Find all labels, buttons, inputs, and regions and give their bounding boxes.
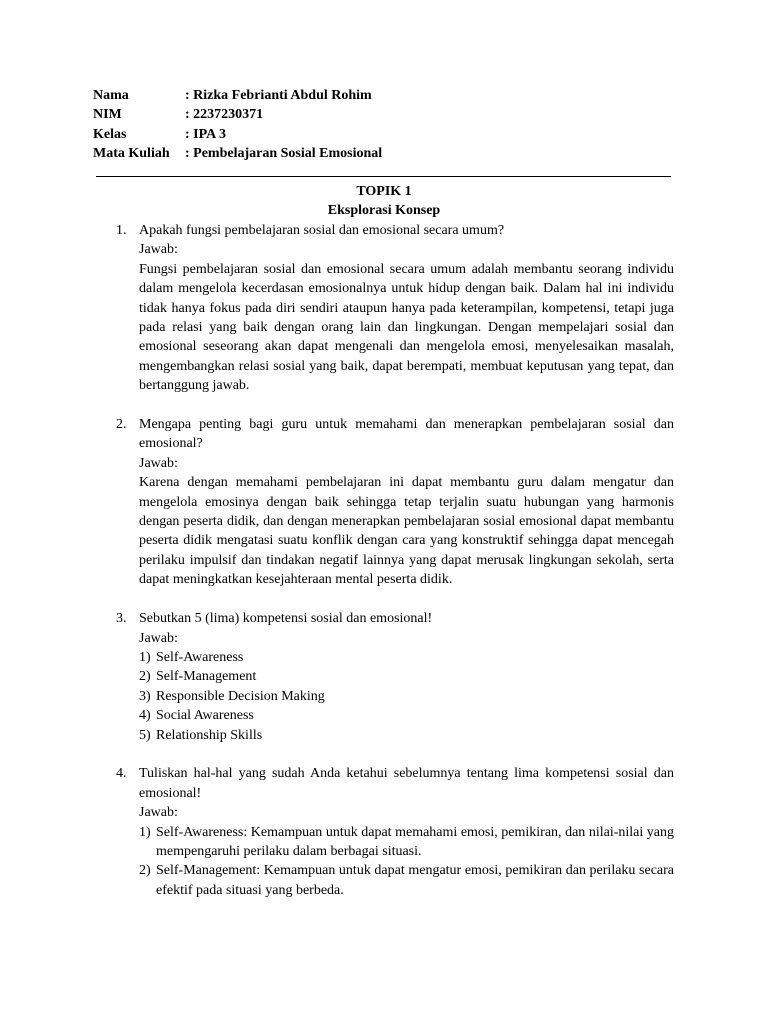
list-item-text: Responsible Decision Making bbox=[156, 688, 325, 704]
question-number: 2. bbox=[116, 417, 127, 433]
title-block bbox=[0, 182, 768, 221]
question-item bbox=[116, 415, 674, 590]
list-item-number: 1) bbox=[139, 649, 151, 665]
answer-text: Karena dengan memahami pembelajaran ini dapat membantu guru dalam mengatur dan mengelola emosinya dengan baik sehingga tetap terjalin suatu hubungan yang harmonis dengan peserta didik, dan dengan menerapkan pembelajaran sosial emosional dapat membantu peserta didik mengatasi suatu konflik dengan cara yang konstruktif sehingga dapat mencegah perilaku impulsif dan tindakan negatif lainnya yang dapat merusak lingkungan sekolah, serta dapat meningkatkan kesejahteraan mental peserta didik. bbox=[139, 475, 674, 588]
question-number: 1. bbox=[116, 223, 127, 238]
info-value: : Rizka Febrianti Abdul Rohim bbox=[185, 88, 372, 103]
question-number: 3. bbox=[116, 611, 127, 627]
answer-label: Jawab: bbox=[139, 242, 178, 258]
question-item bbox=[116, 609, 674, 745]
question-text: Tuliskan hal-hal yang sudah Anda ketahui sebelumnya tentang lima kompetensi sosial dan emosional! bbox=[139, 766, 674, 801]
list-item-number: 3) bbox=[139, 688, 151, 704]
list-item-text: Self-Awareness bbox=[156, 649, 244, 665]
student-info bbox=[93, 86, 382, 164]
list-item bbox=[139, 687, 674, 706]
info-label: Nama bbox=[93, 88, 129, 103]
info-value: : Pembelajaran Sosial Emosional bbox=[185, 146, 383, 162]
list-item bbox=[139, 861, 674, 900]
questions-list bbox=[116, 221, 674, 900]
info-row-kelas bbox=[93, 125, 382, 144]
topic-subtitle: Eksplorasi Konsep bbox=[327, 203, 441, 219]
info-label: Mata Kuliah bbox=[93, 146, 170, 162]
answer-text: Fungsi pembelajaran sosial dan emosional secara umum adalah membantu seorang individu dalam mengelola kecerdasan emosionalnya untuk hidup dengan baik. Dalam hal ini individu tidak hanya fokus pada diri sendiri ataupun hanya pada keterampilan, kompetensi, tetapi juga pada relasi yang baik dengan orang lain dan lingkungan. Dengan mempelajari sosial dan emosional seseorang akan dapat mengenali dan mengelola emosi, menyelesaikan masalah, mengembangkan relasi sosial yang baik, dapat berempati, membuat keputusan yang tepat, dan bertanggung jawab. bbox=[139, 261, 674, 394]
list-item-text: Self-Management bbox=[156, 669, 257, 685]
header-divider bbox=[96, 176, 671, 177]
list-item-number: 2) bbox=[139, 669, 151, 685]
list-item-text: Self-Awareness: Kemampuan untuk dapat memahami emosi, pemikiran, dan nilai-nilai yang mempengaruhi perilaku dalam berbagai situasi. bbox=[156, 824, 674, 859]
question-text: Sebutkan 5 (lima) kompetensi sosial dan emosional! bbox=[139, 611, 433, 627]
answer-label: Jawab: bbox=[139, 805, 178, 821]
list-item-number: 2) bbox=[139, 863, 151, 879]
topic-title: TOPIK 1 bbox=[356, 184, 412, 199]
list-item bbox=[139, 667, 674, 686]
info-value: : 2237230371 bbox=[185, 107, 264, 123]
list-item-number: 1) bbox=[139, 824, 151, 840]
info-row-mata-kuliah bbox=[93, 144, 382, 163]
question-text: Apakah fungsi pembelajaran sosial dan emosional secara umum? bbox=[139, 223, 505, 238]
info-value: : IPA 3 bbox=[185, 126, 226, 142]
list-item bbox=[139, 823, 674, 862]
list-item-text: Relationship Skills bbox=[156, 727, 263, 743]
question-item bbox=[116, 221, 674, 396]
list-item bbox=[139, 726, 674, 745]
answer-label: Jawab: bbox=[139, 630, 178, 646]
answer-label: Jawab: bbox=[139, 455, 178, 471]
question-text: Mengapa penting bagi guru untuk memahami dan menerapkan pembelajaran sosial dan emosional? bbox=[139, 417, 674, 452]
list-item bbox=[139, 706, 674, 725]
info-row-nama bbox=[93, 86, 382, 105]
info-row-nim bbox=[93, 105, 382, 124]
question-item bbox=[116, 764, 674, 900]
info-label: NIM bbox=[93, 107, 122, 123]
list-item-number: 4) bbox=[139, 708, 151, 724]
question-number: 4. bbox=[116, 766, 127, 782]
list-item-text: Self-Management: Kemampuan untuk dapat mengatur emosi, pemikiran dan perilaku secara efektif pada situasi yang berbeda. bbox=[156, 863, 674, 898]
list-item-text: Social Awareness bbox=[156, 708, 254, 724]
list-item-number: 5) bbox=[139, 727, 151, 743]
info-label: Kelas bbox=[93, 126, 127, 142]
list-item bbox=[139, 648, 674, 667]
